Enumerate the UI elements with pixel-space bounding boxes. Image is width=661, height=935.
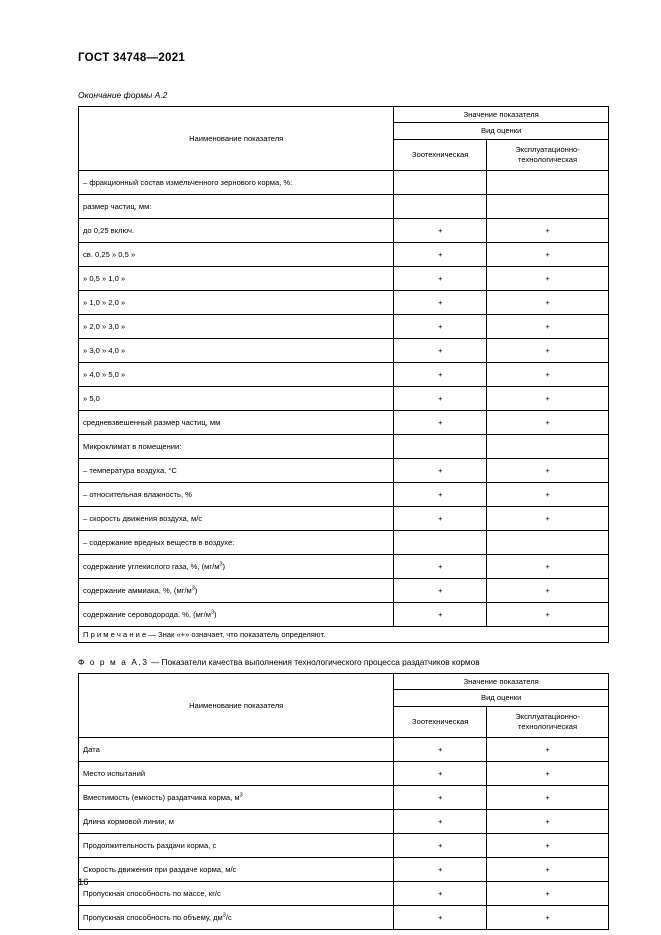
indicator-label: содержание углекислого газа, %, $(мг/м^3)$	[79, 554, 394, 578]
zootech-mark: +	[394, 266, 487, 290]
standard-header: ГОСТ 34748—2021	[78, 52, 186, 64]
table-row	[79, 338, 609, 362]
form-a2-col-assessment-group: Вид оценки	[394, 123, 609, 139]
operational-mark	[487, 170, 609, 194]
indicator-label: Вместимость (емкость) раздатчика корма, $м^3$	[79, 785, 394, 809]
zootech-mark: +	[394, 785, 487, 809]
zootech-mark: +	[394, 602, 487, 626]
form-a2-table	[78, 106, 609, 643]
operational-mark: +	[487, 881, 609, 905]
operational-mark: +	[487, 362, 609, 386]
zootech-mark: +	[394, 857, 487, 881]
operational-mark	[487, 434, 609, 458]
table-row	[79, 833, 609, 857]
indicator-label: св. 0,25 » 0,5 »	[79, 242, 394, 266]
indicator-label: Пропускная способность по массе, кг/с	[79, 881, 394, 905]
table-row	[79, 905, 609, 929]
zootech-mark: +	[394, 761, 487, 785]
indicator-label: средневзвешенный размер частиц, мм	[79, 410, 394, 434]
form-a3-col-value-group: Значение показателя	[394, 673, 609, 689]
zootech-mark: +	[394, 458, 487, 482]
table-row	[79, 458, 609, 482]
zootech-mark: +	[394, 554, 487, 578]
zootech-mark: +	[394, 737, 487, 761]
table-row	[79, 218, 609, 242]
zootech-mark: +	[394, 218, 487, 242]
form-a3-body	[79, 737, 609, 929]
indicator-label: – фракционный состав измельченного зернового корма, %:	[79, 170, 394, 194]
form-a3-table	[78, 673, 609, 930]
indicator-label: содержание сероводорода. %, $(мг/м^3)$	[79, 602, 394, 626]
indicator-label: содержание аммиака, %, $(мг/м^3)$	[79, 578, 394, 602]
table-row	[79, 530, 609, 554]
operational-mark: +	[487, 386, 609, 410]
table-row	[79, 809, 609, 833]
table-row	[79, 506, 609, 530]
table-row	[79, 362, 609, 386]
operational-mark: +	[487, 809, 609, 833]
form-a3-col-zoo: Зоотехническая	[394, 706, 487, 737]
zootech-mark: +	[394, 338, 487, 362]
zootech-mark: +	[394, 881, 487, 905]
table-row	[79, 266, 609, 290]
form-a2-col-oper: Эксплуатационно-технологическая	[487, 139, 609, 170]
table-row	[79, 170, 609, 194]
indicator-label: Длина кормовой линии, м	[79, 809, 394, 833]
indicator-label: Скорость движения при раздаче корма, м/с	[79, 857, 394, 881]
table-row	[79, 290, 609, 314]
zootech-mark	[394, 170, 487, 194]
zootech-mark: +	[394, 905, 487, 929]
zootech-mark: +	[394, 809, 487, 833]
table-row	[79, 386, 609, 410]
operational-mark: +	[487, 785, 609, 809]
zootech-mark: +	[394, 506, 487, 530]
table-row	[79, 761, 609, 785]
indicator-label: » 5,0	[79, 386, 394, 410]
table-row	[79, 314, 609, 338]
zootech-mark: +	[394, 386, 487, 410]
operational-mark: +	[487, 578, 609, 602]
table-note-row	[79, 626, 609, 642]
indicator-label: » 3,0 » 4,0 »	[79, 338, 394, 362]
form-a2-body	[79, 170, 609, 642]
zootech-mark	[394, 434, 487, 458]
table-row	[79, 602, 609, 626]
page-number: 16	[78, 877, 89, 888]
operational-mark: +	[487, 410, 609, 434]
operational-mark: +	[487, 761, 609, 785]
form-a3-caption-prefix: Ф о р м а А.3	[78, 656, 149, 667]
operational-mark: +	[487, 554, 609, 578]
form-a2-col-zoo: Зоотехническая	[394, 139, 487, 170]
operational-mark: +	[487, 242, 609, 266]
table-row	[79, 242, 609, 266]
operational-mark: +	[487, 506, 609, 530]
table-row	[79, 785, 609, 809]
form-a2-col-value-group: Значение показателя	[394, 107, 609, 123]
indicator-label: » 1,0 » 2,0 »	[79, 290, 394, 314]
zootech-mark: +	[394, 578, 487, 602]
indicator-label: Микроклимат в помещении:	[79, 434, 394, 458]
table-row	[79, 194, 609, 218]
operational-mark: +	[487, 218, 609, 242]
indicator-label: – относительная влажность, %	[79, 482, 394, 506]
form-a2-caption: Окончание формы А.2	[78, 90, 168, 100]
form-a2-note: П р и м е ч а н и е — Знак «+» означает, что показатель определяют.	[79, 626, 609, 642]
indicator-label: – скорость движения воздуха, м/с	[79, 506, 394, 530]
indicator-label: – температура воздуха, °С	[79, 458, 394, 482]
zootech-mark: +	[394, 833, 487, 857]
zootech-mark: +	[394, 314, 487, 338]
zootech-mark: +	[394, 290, 487, 314]
table-row	[79, 482, 609, 506]
indicator-label: Пропускная способность по объему, $дм^3/с$	[79, 905, 394, 929]
operational-mark: +	[487, 905, 609, 929]
zootech-mark: +	[394, 482, 487, 506]
indicator-label: до 0,25 включ.	[79, 218, 394, 242]
operational-mark: +	[487, 602, 609, 626]
operational-mark	[487, 194, 609, 218]
table-row	[79, 410, 609, 434]
table-row	[79, 881, 609, 905]
zootech-mark: +	[394, 362, 487, 386]
form-a3-caption	[78, 657, 609, 667]
indicator-label: Дата	[79, 737, 394, 761]
form-a3-header	[79, 673, 609, 737]
operational-mark: +	[487, 737, 609, 761]
operational-mark: +	[487, 266, 609, 290]
indicator-label: – содержание вредных веществ в воздухе:	[79, 530, 394, 554]
form-a3-col-oper: Эксплуатационно-технологическая	[487, 706, 609, 737]
operational-mark: +	[487, 314, 609, 338]
indicator-label: Место испытаний	[79, 761, 394, 785]
form-a2-header	[79, 107, 609, 171]
zootech-mark	[394, 194, 487, 218]
table-row	[79, 434, 609, 458]
indicator-label: » 4,0 » 5,0 »	[79, 362, 394, 386]
indicator-label: » 0,5 » 1,0 »	[79, 266, 394, 290]
operational-mark: +	[487, 290, 609, 314]
operational-mark: +	[487, 482, 609, 506]
operational-mark: +	[487, 458, 609, 482]
indicator-label: » 2,0 » 3,0 »	[79, 314, 394, 338]
table-row	[79, 857, 609, 881]
table-row	[79, 554, 609, 578]
table-row	[79, 578, 609, 602]
indicator-label: Продолжительность раздачи корма, с	[79, 833, 394, 857]
form-a3-col-name: Наименование показателя	[79, 673, 394, 737]
operational-mark: +	[487, 338, 609, 362]
operational-mark: +	[487, 857, 609, 881]
operational-mark	[487, 530, 609, 554]
form-a3-col-assessment-group: Вид оценки	[394, 690, 609, 706]
indicator-label: размер частиц, мм:	[79, 194, 394, 218]
table-row	[79, 737, 609, 761]
form-a2-col-name: Наименование показателя	[79, 107, 394, 171]
operational-mark: +	[487, 833, 609, 857]
zootech-mark: +	[394, 242, 487, 266]
zootech-mark	[394, 530, 487, 554]
zootech-mark: +	[394, 410, 487, 434]
form-a3-caption-text: — Показатели качества выполнения технологического процесса раздатчиков кормов	[148, 656, 480, 667]
